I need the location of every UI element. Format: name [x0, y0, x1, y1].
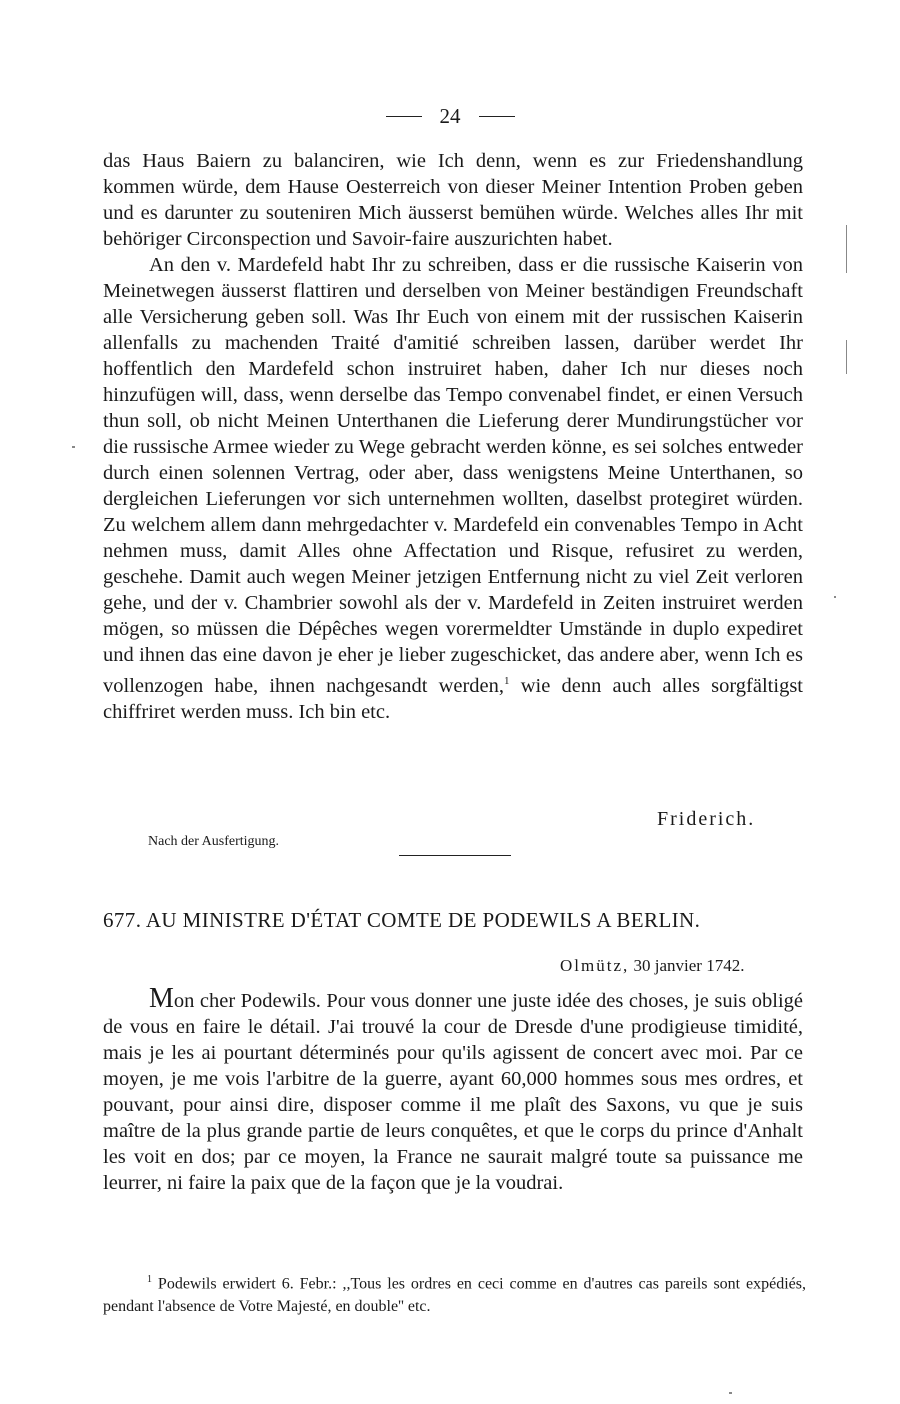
header-dash-right — [479, 116, 515, 117]
dateline — [560, 956, 744, 976]
margin-dot-mark — [72, 446, 75, 448]
dateline-place: Olmütz, — [560, 956, 630, 975]
header-dash-left — [386, 116, 422, 117]
letter-continuation — [103, 148, 803, 725]
letter-title: 677. AU MINISTRE D'ÉTAT COMTE DE PODEWILS A BERLIN. — [103, 908, 701, 932]
margin-dot-mark — [834, 596, 836, 598]
paragraph-2-text: An den v. Mardefeld habt Ihr zu schreiben, dass er die russische Kaiserin von Meinetwegen äusserst flattiren und derselben von Meiner beständigen Freundschaft alle Versicherung geben soll. Was Ihr Euch von einem mit der russischen Kaiserin allenfalls zu machenden Traité d'amitié schreiben lassen, darüber werdet Ihr hoffentlich den Mardefeld schon instruiret haben, daher Ich nur dieses noch hinzufügen will, dass, wenn derselbe das Tempo convenabel findet, er einen Versuch thun soll, ob nicht Meinen Unterthanen die Lieferung derer Mundirungstücher vor die russische Armee wieder zu Wege gebracht werden könne, es sei solches entweder durch einen solennen Vertrag, oder aber, dass wenigstens Meine Unterthanen, so dergleichen Lieferungen vor sich unternehmen wollten, daselbst protegiret würden. Zu welchem allem dann mehrgedachter v. Mardefeld ein convenables Tempo in Acht nehmen muss, damit Alles ohne Affectation und Risque, refusiret zu werden, geschehe. Damit auch wegen Meiner jetzigen Entfernung nicht zu viel Zeit verloren gehe, und der v. Chambrier sowohl als der v. Mardefeld in Zeiten instruiret werden mögen, so müssen die Dépêches wegen vorermeldter Umstände in duplo expediret und ihnen das eine davon je eher je lieber zugeschicket, das andere aber, wenn Ich es vollenzogen habe, ihnen nachgesandt werden, — [103, 254, 803, 697]
page-number: 24 — [439, 104, 461, 128]
margin-dot-mark — [729, 1392, 732, 1394]
page-header — [0, 104, 900, 129]
letter-677-paragraph — [103, 983, 803, 1196]
footnote-text: Podewils erwidert 6. Febr.: ,,Tous les ordres en ceci comme en d'autres cas pareils sont expédiés, pendant l'absence de Votre Majesté, en double'' etc. — [103, 1275, 806, 1316]
letter-677-text: on cher Podewils. Pour vous donner une juste idée des choses, je suis obligé de vous en faire le détail. J'ai trouvé la cour de Dresde d'une prodigieuse timidité, mais je les ai pourtant déterminés pour qu'ils agissent de concert avec moi. Par ce moyen, je me vois l'arbitre de la guerre, ayant 60,000 hommes sous mes ordres, et pouvant, pour ainsi dire, disposer comme il me plaît des Saxons, vu que je suis maître de la plus grande partie de leurs conquêtes, et que le corps du prince d'Anhalt les voit en dos; par ce moyen, la France ne saurait malgré toute sa puissance me leurrer, ni faire la paix que de la façon que je la voudrai. — [103, 990, 803, 1194]
footnote-mark: 1 — [147, 1274, 152, 1285]
paragraph-2 — [103, 252, 803, 725]
paragraph-2-end: wie denn auch alles sorgfältigst chiffriret werden muss. Ich bin etc. — [103, 674, 803, 723]
section-divider — [399, 855, 511, 856]
paragraph-1: das Haus Baiern zu balanciren, wie Ich denn, wenn es zur Friedenshandlung kommen würde, dem Hause Oesterreich von dieser Meiner Intention Proben geben und es darunter zu souteniren Mich äusserst bemühen würde. Welches alles Ihr mit behöriger Circonspection und Savoir-faire auszurichten habet. — [103, 150, 803, 250]
signature: Friderich. — [657, 808, 756, 830]
margin-line-mark — [846, 340, 847, 374]
dateline-date: 30 janvier 1742. — [633, 956, 745, 975]
margin-line-mark — [846, 225, 847, 273]
drop-capital: M — [149, 983, 174, 1014]
footnote — [103, 1268, 806, 1318]
letter-677-body — [103, 983, 803, 1196]
source-note: Nach der Ausfertigung. — [148, 834, 280, 849]
footnote-reference: 1 — [504, 675, 510, 687]
